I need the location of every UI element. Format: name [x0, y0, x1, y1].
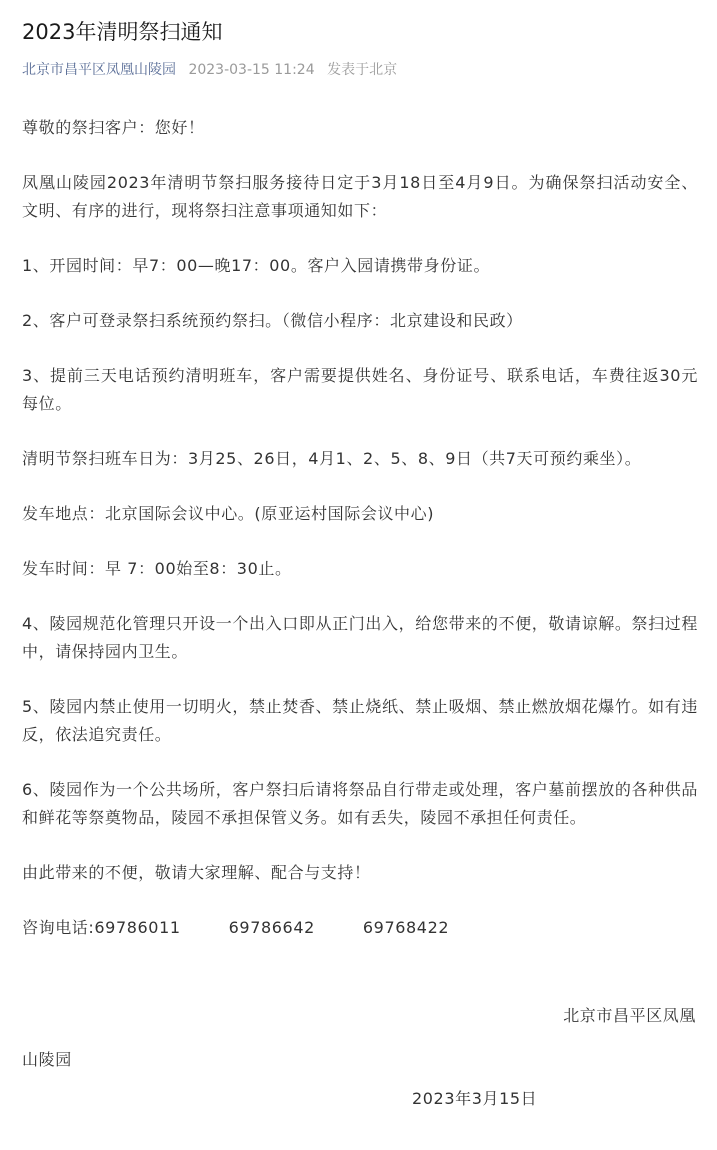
article-title: 2023年清明祭扫通知: [22, 20, 223, 44]
phone-number: 69786011: [94, 918, 181, 937]
signature-org-line1: 北京市昌平区凤凰: [563, 1006, 696, 1025]
item-4-paragraph: 4、陵园规范化管理只开设一个出入口即从正门出入，给您带来的不便，敬请谅解。祭扫过程中，请保持园内卫生。: [22, 614, 698, 661]
departure-time-paragraph: 发车时间：早 7：00始至8：30止。: [22, 559, 292, 578]
item-5-paragraph: 5、陵园内禁止使用一切明火，禁止焚香、禁止烧纸、禁止吸烟、禁止燃放烟花爆竹。如有违反，依法追究责任。: [22, 697, 698, 744]
phone-number: 69768422: [362, 918, 450, 937]
item-1-paragraph: 1、开园时间：早7：00—晚17：00。客户入园请携带身份证。: [22, 256, 491, 275]
contact-label: 咨询电话:: [22, 918, 95, 937]
shuttle-days-paragraph: 清明节祭扫班车日为：3月25、26日，4月1、2、5、8、9日（共7天可预约乘坐）。: [22, 449, 642, 468]
greeting: 尊敬的祭扫客户：您好！: [22, 118, 205, 137]
item-2-paragraph: 2、客户可登录祭扫系统预约祭扫。（微信小程序：北京建设和民政）: [22, 311, 523, 330]
item-3-paragraph: 3、提前三天电话预约清明班车，客户需要提供姓名、身份证号、联系电话，车费往返30元每位。: [22, 366, 698, 413]
signature-org-line2: 山陵园: [22, 1050, 72, 1069]
signature-organization: [22, 1002, 698, 1074]
item-6-paragraph: 6、陵园作为一个公共场所，客户祭扫后请将祭品自行带走或处理，客户墓前摆放的各种供品和鲜花等祭奠物品，陵园不承担保管义务。如有丢失，陵园不承担任何责任。: [22, 780, 698, 827]
contact-phones: [22, 914, 698, 942]
intro-paragraph: 凤凰山陵园2023年清明节祭扫服务接待日定于3月18日至4月9日。为确保祭扫活动安全、文明、有序的进行，现将祭扫注意事项通知如下：: [22, 173, 698, 220]
closing-paragraph: 由此带来的不便，敬请大家理解、配合与支持！: [22, 863, 371, 882]
publish-datetime: 2023-03-15 11:24: [188, 62, 315, 78]
signature-date: 2023年3月15日: [412, 1089, 538, 1108]
departure-location-paragraph: 发车地点：北京国际会议中心。(原亚运村国际会议中心): [22, 504, 435, 523]
article-meta: [22, 60, 397, 80]
publish-location: 发表于北京: [327, 62, 398, 78]
article-body: [22, 114, 698, 969]
phone-number: 69786642: [228, 918, 315, 937]
author-link[interactable]: 北京市昌平区凤凰山陵园: [22, 62, 176, 78]
